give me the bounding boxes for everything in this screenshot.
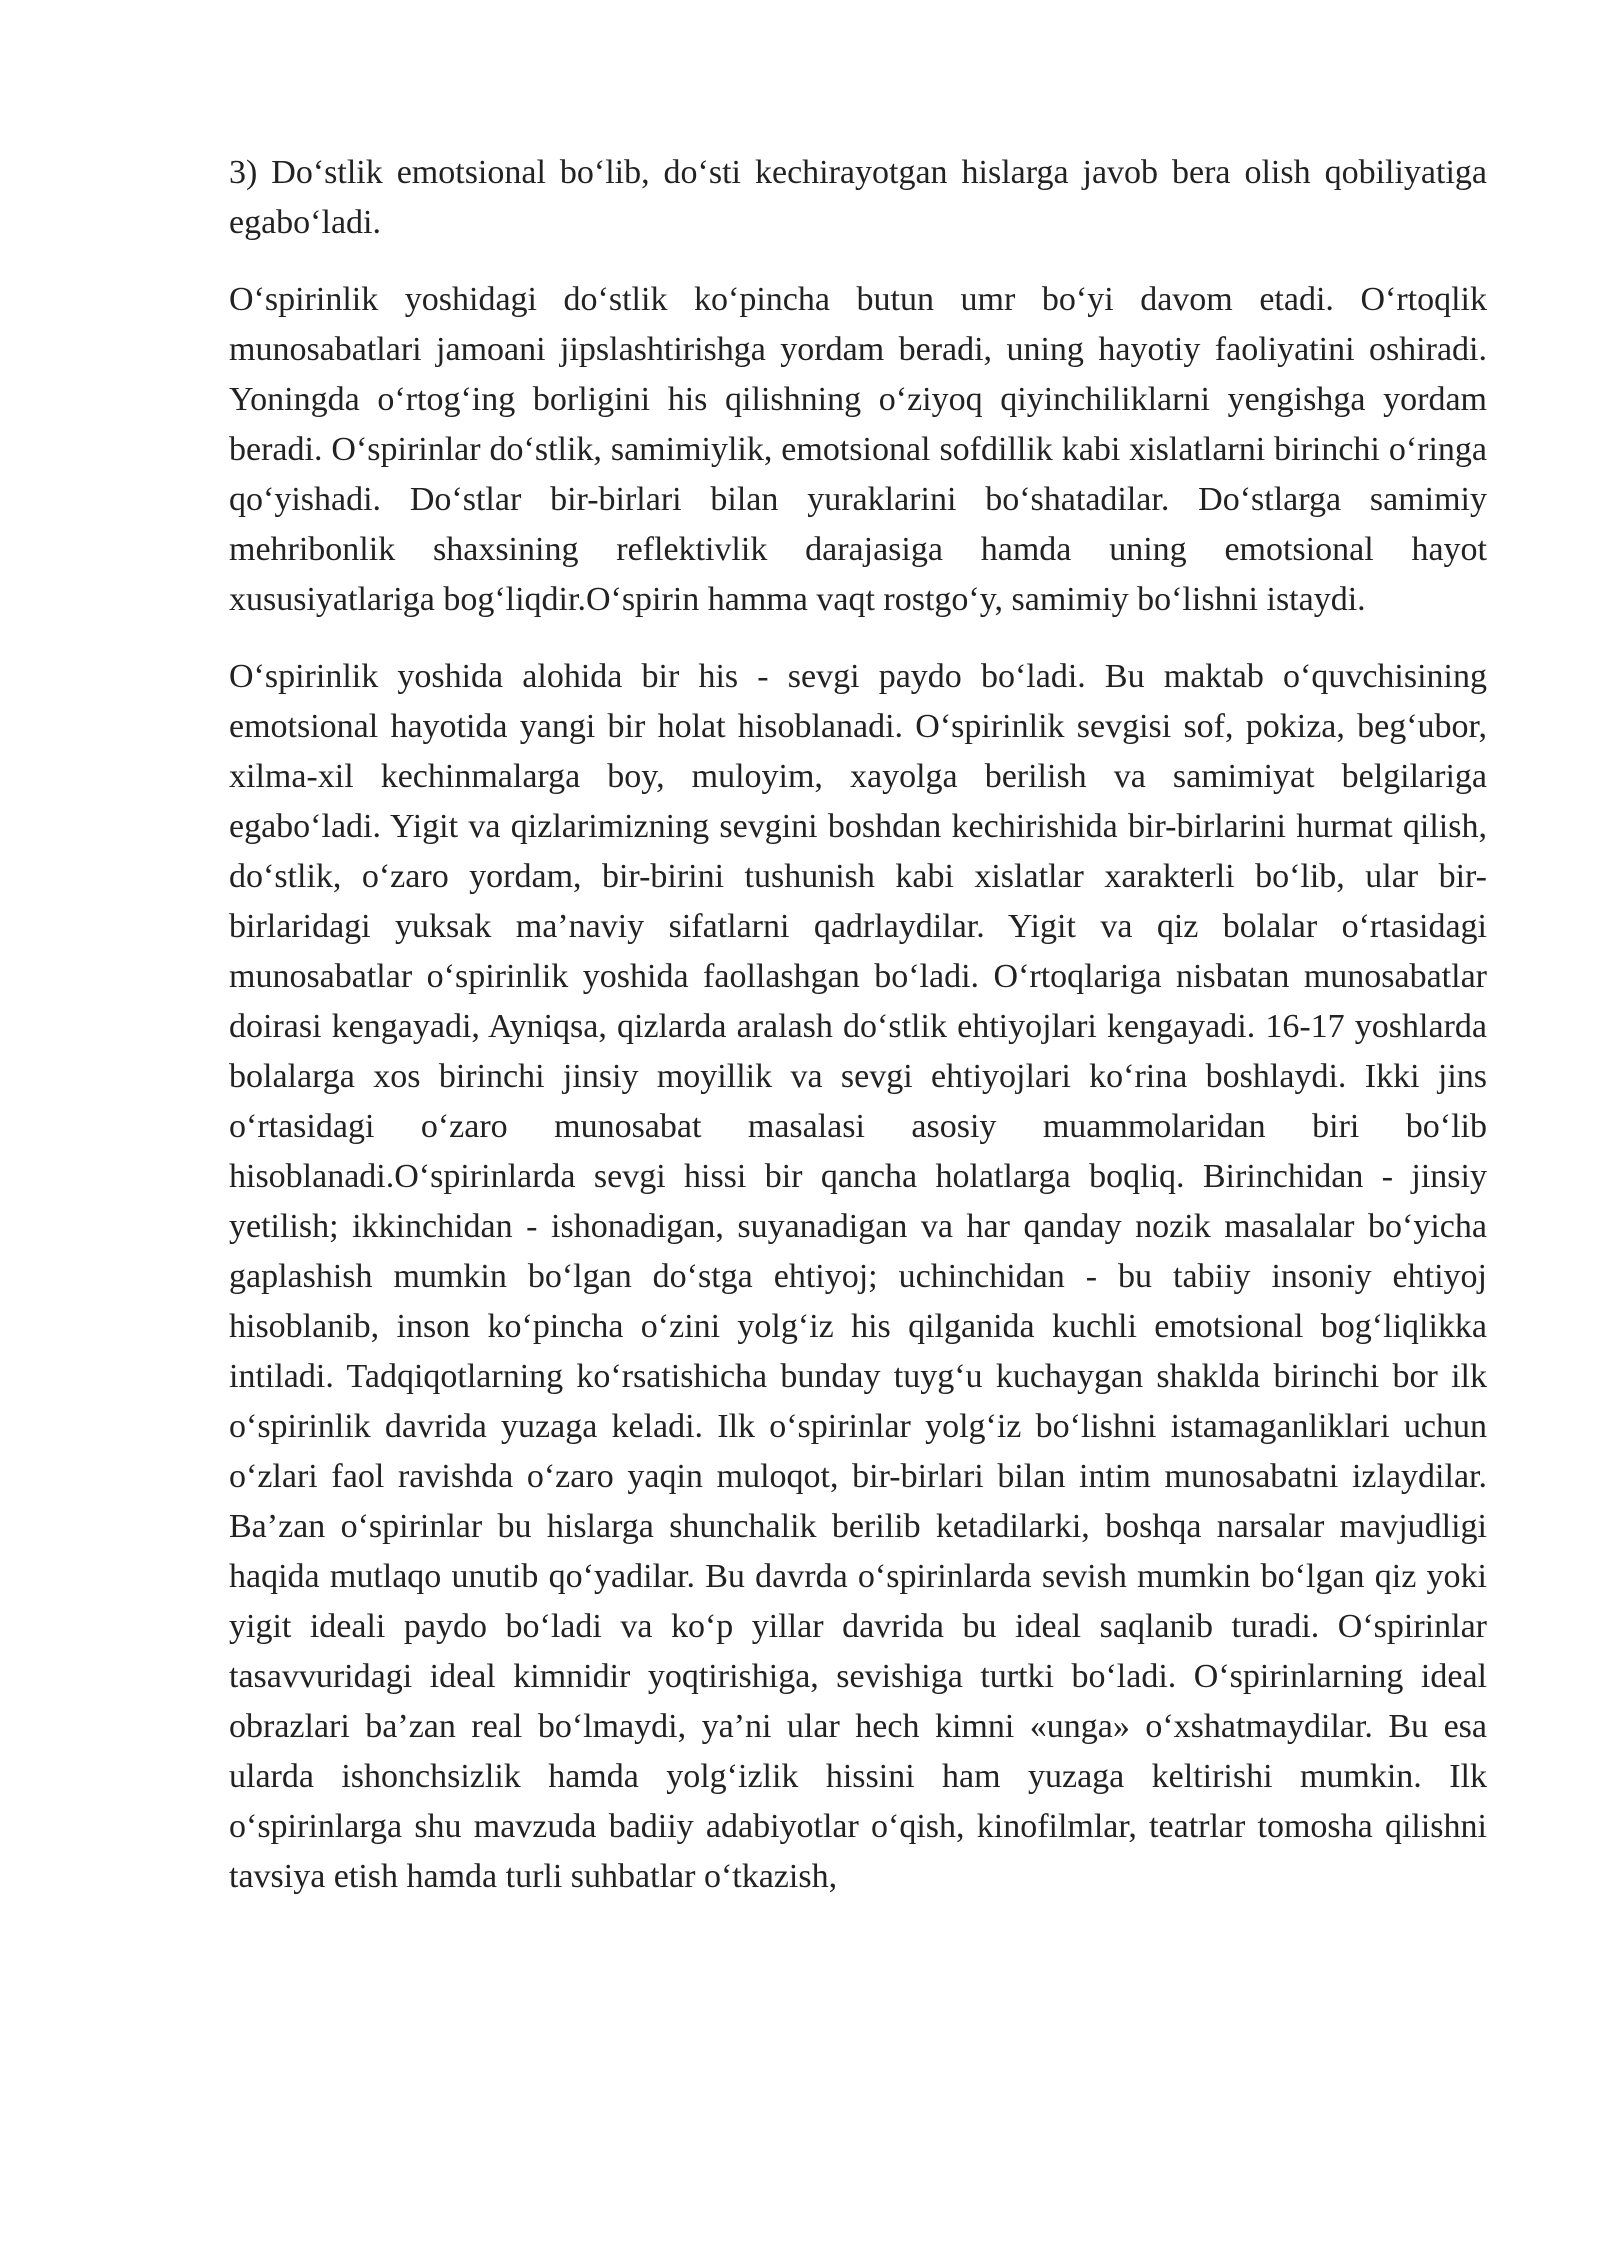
document-page [229, 148, 1487, 1929]
paragraph-2: O‘spirinlik yoshidagi do‘stlik ko‘pincha butun umr bo‘yi davom etadi. O‘rtoqlik munosabatlari jamoani jipslashtirishga yordam beradi, uning hayotiy faoliyatini oshiradi. Yoningda o‘rtog‘ing borligini his qilishning o‘ziyoq qiyinchiliklarni yengishga yordam beradi. O‘spirinlar do‘stlik, samimiylik, emotsional sofdillik kabi xislatlarni birinchi o‘ringa qo‘yishadi. Do‘stlar bir-birlari bilan yuraklarini bo‘shatadilar. Do‘stlarga samimiy mehribonlik shaxsining reflektivlik darajasiga hamda uning emotsional hayot xususiyatlariga bog‘liqdir.O‘spirin hamma vaqt rostgo‘y, samimiy bo‘lishni istaydi. [229, 281, 1487, 618]
paragraph-3: O‘spirinlik yoshida alohida bir his - sevgi paydo bo‘ladi. Bu maktab o‘quvchisining emotsional hayotida yangi bir holat hisoblanadi. O‘spirinlik sevgisi sof, pokiza, beg‘ubor, xilma-xil kechinmalarga boy, muloyim, xayolga berilish va samimiyat belgilariga egabo‘ladi. Yigit va qizlarimizning sevgini boshdan kechirishida bir-birlarini hurmat qilish, do‘stlik, o‘zaro yordam, bir-birini tushunish kabi xislatlar xarakterli bo‘lib, ular bir-birlaridagi yuksak ma’naviy sifatlarni qadrlaydilar. Yigit va qiz bolalar o‘rtasidagi munosabatlar o‘spirinlik yoshida faollashgan bo‘ladi. O‘rtoqlariga nisbatan munosabatlar doirasi kengayadi, Ayniqsa, qizlarda aralash do‘stlik ehtiyojlari kengayadi. 16-17 yoshlarda bolalarga xos birinchi jinsiy moyillik va sevgi ehtiyojlari ko‘rina boshlaydi. Ikki jins o‘rtasidagi o‘zaro munosabat masalasi asosiy muammolaridan biri bo‘lib hisoblanadi.O‘spirinlarda sevgi hissi bir qancha holatlarga boqliq. Birinchidan - jinsiy yetilish; ikkinchidan - ishonadigan, suyanadigan va har qanday nozik masalalar bo‘yicha gaplashish mumkin bo‘lgan do‘stga ehtiyoj; uchinchidan - bu tabiiy insoniy ehtiyoj hisoblanib, inson ko‘pincha o‘zini yolg‘iz his qilganida kuchli emotsional bog‘liqlikka intiladi. Tadqiqotlarning ko‘rsatishicha bunday tuyg‘u kuchaygan shaklda birinchi bor ilk o‘spirinlik davrida yuzaga keladi. Ilk o‘spirinlar yolg‘iz bo‘lishni istamaganliklari uchun o‘zlari faol ravishda o‘zaro yaqin muloqot, bir-birlari bilan intim munosabatni izlaydilar. Ba’zan o‘spirinlar bu hislarga shunchalik berilib ketadilarki, boshqa narsalar mavjudligi haqida mutlaqo unutib qo‘yadilar. Bu davrda o‘spirinlarda sevish mumkin bo‘lgan qiz yoki yigit ideali paydo bo‘ladi va ko‘p yillar davrida bu ideal saqlanib turadi. O‘spirinlar tasavvuridagi ideal kimnidir yoqtirishiga, sevishiga turtki bo‘ladi. O‘spirinlarning ideal obrazlari ba’zan real bo‘lmaydi, ya’ni ular hech kimni «unga» o‘xshatmaydilar. Bu esa ularda ishonchsizlik hamda yolg‘izlik hissini ham yuzaga keltirishi mumkin. Ilk o‘spirinlarga shu mavzuda badiiy adabiyotlar o‘qish, kinofilmlar, teatrlar tomosha qilishni tavsiya etish hamda turli suhbatlar o‘tkazish, [229, 658, 1487, 1895]
paragraph-1: 3) Do‘stlik emotsional bo‘lib, do‘sti kechirayotgan hislarga javob bera olish qobiliyatiga egabo‘ladi. [229, 154, 1487, 241]
